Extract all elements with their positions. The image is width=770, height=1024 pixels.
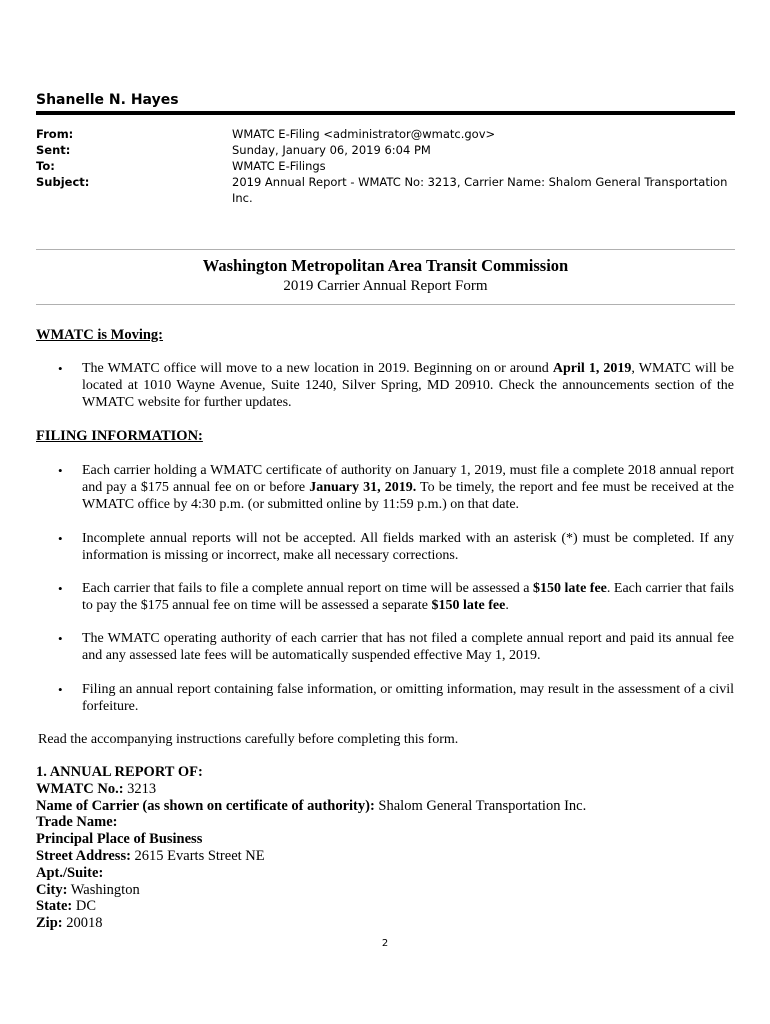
state-line: State: DC	[36, 898, 97, 915]
filing-bullet-2-text: Incomplete annual reports will not be accepted. All fields marked with an asterisk (*) must be completed. If any information is missing or incorrect, make all necessary corrections.	[82, 531, 734, 563]
subject-row	[36, 174, 736, 206]
filing-bullet-1	[58, 462, 734, 513]
title-top-divider	[36, 249, 735, 250]
from-label: From:	[36, 127, 74, 141]
filing-bullet-4-text: The WMATC operating authority of each carrier that has not filed a complete annual report and paid its annual fee and any assessed late fees will be automatically suspended effective May 1, 2019.	[82, 631, 734, 663]
sent-label: Sent:	[36, 143, 71, 157]
carrier-name-line: Name of Carrier (as shown on certificate of authority): Shalom General Transportation Inc.	[36, 797, 587, 814]
bullet-glyph: •	[58, 361, 63, 376]
title-bottom-divider	[36, 304, 735, 305]
bullet-glyph: •	[58, 631, 63, 646]
page-number: 2	[381, 938, 389, 949]
filing-bullet-3	[58, 580, 734, 614]
subject-label: Subject:	[36, 175, 90, 189]
sender-divider	[36, 111, 735, 115]
bullet-glyph: •	[58, 531, 63, 546]
filing-bullet-5-text: Filing an annual report containing false information, or omitting information, may result in the assessment of a civil forfeiture.	[82, 682, 734, 714]
form-name: 2019 Carrier Annual Report Form	[283, 278, 488, 294]
street-address-line: Street Address: 2615 Evarts Street NE	[36, 847, 265, 864]
filing-heading: FILING INFORMATION:	[36, 428, 203, 444]
sent-row	[36, 142, 736, 158]
zip-line: Zip: 20018	[36, 915, 103, 932]
bullet-glyph: •	[58, 682, 63, 697]
filing-bullet-3-text: Each carrier that fails to file a complete annual report on time will be assessed a $150 late fee. Each carrier that fails to pay the $175 annual fee on time will be assessed a separate $150 late fee.	[82, 581, 735, 613]
to-label: To:	[36, 159, 55, 173]
sent-value: Sunday, January 06, 2019 6:04 PM	[232, 143, 431, 157]
sender-name: Shanelle N. Hayes	[36, 92, 179, 108]
bullet-glyph: •	[58, 581, 63, 596]
moving-bullet-text: The WMATC office will move to a new location in 2019. Beginning on or around April 1, 2019, WMATC will be located at 1010 Wayne Avenue, Suite 1240, Silver Spring, MD 20910. Check the announcements section of the WMATC website for further updates.	[82, 361, 734, 410]
filing-bullet-4	[58, 630, 734, 664]
moving-heading: WMATC is Moving:	[36, 327, 164, 343]
commission-name: Washington Metropolitan Area Transit Commission	[202, 256, 569, 275]
filing-bullet-5	[58, 681, 734, 715]
city-line: City: Washington	[36, 881, 140, 898]
email-headers	[36, 126, 736, 206]
to-value: WMATC E-Filings	[232, 159, 326, 173]
moving-bullet	[58, 360, 734, 411]
instructions-note: Read the accompanying instructions carefully before completing this form.	[38, 732, 459, 747]
from-row	[36, 126, 736, 142]
bullet-glyph: •	[58, 463, 63, 478]
to-row	[36, 158, 736, 174]
principal-place-line: Principal Place of Business	[36, 831, 203, 848]
trade-name-line: Trade Name:	[36, 814, 118, 831]
subject-value: 2019 Annual Report - WMATC No: 3213, Carrier Name: Shalom General Transportation Inc.	[232, 175, 728, 205]
form-title	[36, 256, 735, 296]
filing-bullet-1-text: Each carrier holding a WMATC certificate of authority on January 1, 2019, must file a complete 2018 annual report and pay a $175 annual fee on or before January 31, 2019. To be timely, the report and fee must be received at the WMATC office by 4:30 p.m. (or submitted online by 11:59 p.m.) on that date.	[82, 463, 735, 512]
annual-report-heading: 1. ANNUAL REPORT OF:	[36, 764, 203, 780]
wmatc-no-line: WMATC No.: 3213	[36, 780, 157, 797]
annual-report-section	[36, 764, 586, 932]
filing-bullet-2	[58, 530, 734, 564]
apt-suite-line: Apt./Suite:	[36, 864, 104, 881]
from-value: WMATC E-Filing <administrator@wmatc.gov>	[232, 127, 496, 141]
